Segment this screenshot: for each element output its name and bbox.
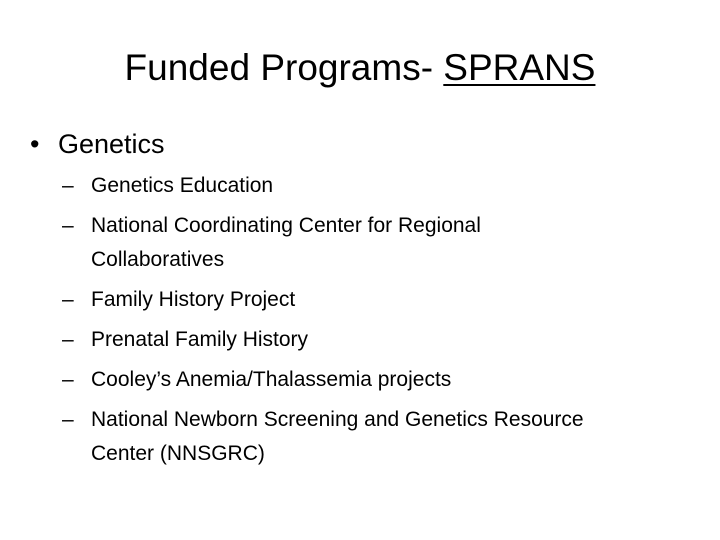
dash-icon: – xyxy=(62,288,74,311)
sub-bullet-text-continued: Center (NNSGRC) xyxy=(91,442,265,465)
bullet-dot-icon: • xyxy=(30,129,40,159)
dash-icon: – xyxy=(62,408,74,431)
sub-bullet-text: National Newborn Screening and Genetics Resource xyxy=(91,408,584,431)
sub-bullet-item xyxy=(62,403,702,471)
dash-icon: – xyxy=(62,174,74,197)
sub-bullet-item xyxy=(62,283,702,317)
dash-icon: – xyxy=(62,214,74,237)
dash-icon: – xyxy=(62,328,74,351)
sub-bullet-text-continued: Collaboratives xyxy=(91,248,225,271)
sub-bullet-list xyxy=(62,169,702,477)
sub-bullet-text: Family History Project xyxy=(91,288,296,311)
sub-bullet-text: Prenatal Family History xyxy=(91,328,309,351)
sub-bullet-item xyxy=(62,323,702,357)
sub-bullet-item xyxy=(62,169,702,203)
sub-bullet-item xyxy=(62,209,702,277)
main-bullet xyxy=(30,124,165,164)
sub-bullet-text: Genetics Education xyxy=(91,174,274,197)
slide-title xyxy=(0,42,720,94)
slide-title-sprans: SPRANS xyxy=(443,47,596,88)
sub-bullet-text: National Coordinating Center for Regional xyxy=(91,214,481,237)
slide-title-prefix: Funded Programs- xyxy=(124,47,444,88)
dash-icon: – xyxy=(62,368,74,391)
sub-bullet-item xyxy=(62,363,702,397)
sub-bullet-text: Cooley’s Anemia/Thalassemia projects xyxy=(91,368,452,391)
main-bullet-label: Genetics xyxy=(58,129,165,159)
